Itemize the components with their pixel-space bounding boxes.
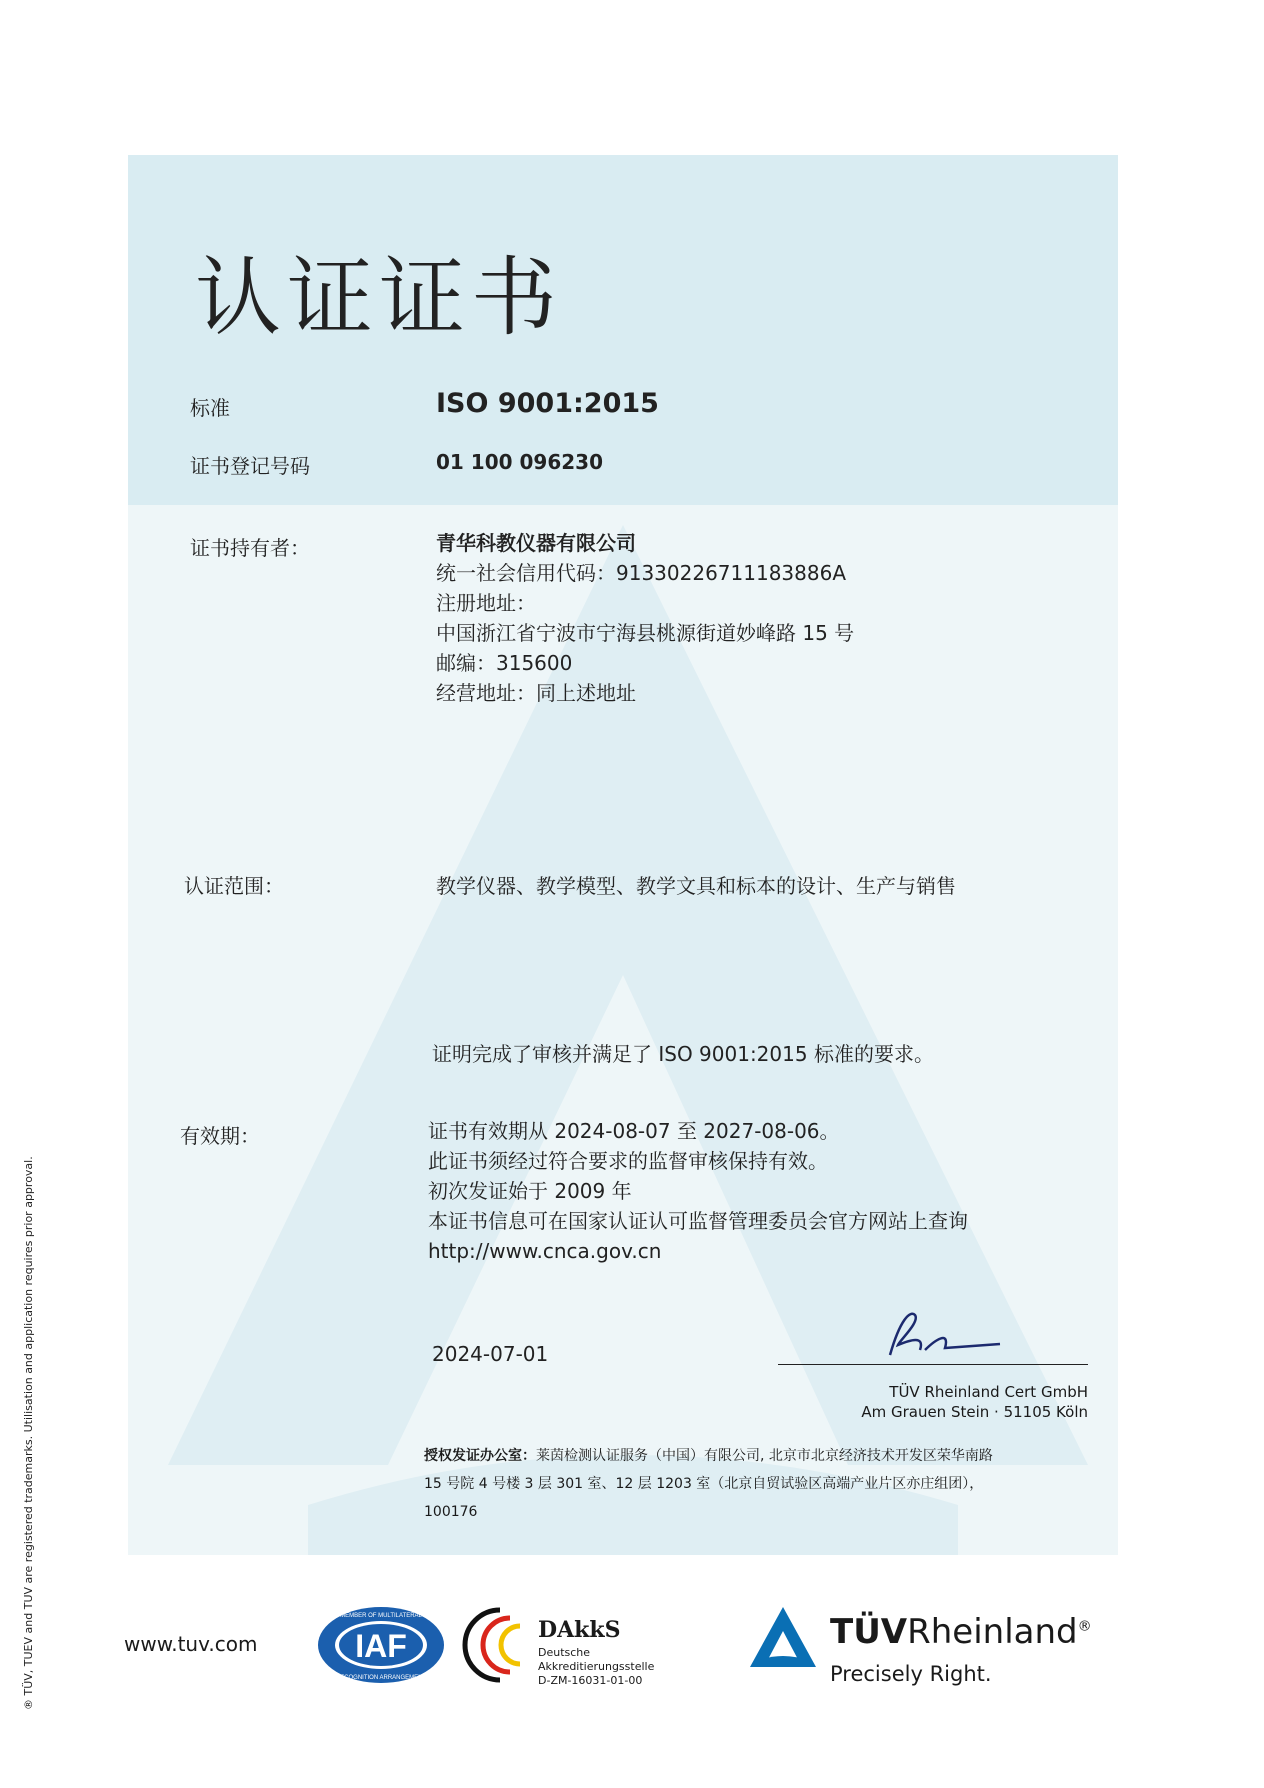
dakks-name: DAkkS <box>538 1617 621 1643</box>
validity-line: 本证书信息可在国家认证认可监督管理委员会官方网站上查询 <box>428 1209 968 1233</box>
dakks-line2: Akkreditierungsstelle <box>538 1660 655 1673</box>
office-line3: 100176 <box>424 1504 478 1520</box>
tuv-slogan: Precisely Right. <box>830 1662 992 1686</box>
iaf-logo <box>316 1605 446 1685</box>
registration-value: 01 100 096230 <box>436 450 604 474</box>
validity-block <box>428 1116 968 1266</box>
scope-value: 教学仪器、教学模型、教学文具和标本的设计、生产与销售 <box>436 874 956 898</box>
registration-label: 证书登记号码 <box>190 454 310 478</box>
iaf-ring-bottom: RECOGNITION ARRANGEMENT <box>335 1675 427 1681</box>
tuv-triangle-icon <box>748 1605 818 1669</box>
holder-business-address: 经营地址：同上述地址 <box>436 681 636 705</box>
tuv-bold: TÜV <box>830 1612 908 1652</box>
iaf-text: IAF <box>355 1628 407 1664</box>
issuer-name: TÜV Rheinland Cert GmbH <box>889 1383 1088 1401</box>
office-line1: 莱茵检测认证服务（中国）有限公司, 北京市北京经济技术开发区荣华南路 <box>536 1448 993 1464</box>
issuer-address: Am Grauen Stein · 51105 Köln <box>861 1403 1088 1421</box>
validity-line: 此证书须经过符合要求的监督审核保持有效。 <box>428 1149 828 1173</box>
footer-url[interactable]: www.tuv.com <box>124 1632 258 1656</box>
audit-statement: 证明完成了审核并满足了 ISO 9001:2015 标准的要求。 <box>432 1042 934 1066</box>
holder-credit-code: 统一社会信用代码：91330226711183886A <box>436 561 846 585</box>
dakks-sub <box>538 1646 654 1688</box>
issue-date: 2024-07-01 <box>432 1342 549 1366</box>
office-line2: 15 号院 4 号楼 3 层 301 室、12 层 1203 室（北京自贸试验区高端产业片区亦庄组团）， <box>424 1476 984 1492</box>
signature-line <box>778 1364 1088 1365</box>
holder-postcode: 邮编：315600 <box>436 651 573 675</box>
tuv-rest: Rheinland <box>907 1612 1078 1652</box>
standard-value: ISO 9001:2015 <box>436 388 659 419</box>
office-block <box>424 1442 1104 1526</box>
office-label: 授权发证办公室： <box>424 1448 536 1464</box>
holder-reg-address-label: 注册地址： <box>436 591 536 615</box>
standard-label: 标准 <box>190 396 230 420</box>
holder-block <box>436 528 854 708</box>
validity-label: 有效期： <box>180 1124 260 1148</box>
dakks-line1: Deutsche <box>538 1646 591 1659</box>
dakks-arc-icon <box>460 1600 540 1690</box>
issuer-block <box>861 1382 1088 1422</box>
tuv-registered: ® <box>1077 1618 1092 1635</box>
holder-label: 证书持有者： <box>190 536 310 560</box>
iaf-ring-top: MEMBER OF MULTILATERAL <box>340 1613 422 1619</box>
certificate-title: 认证证书 <box>195 248 563 348</box>
dakks-id: D-ZM-16031-01-00 <box>538 1674 643 1687</box>
validity-line: 初次发证始于 2009 年 <box>428 1179 632 1203</box>
holder-reg-address: 中国浙江省宁波市宁海县桃源街道妙峰路 15 号 <box>436 621 855 645</box>
validity-line: 证书有效期从 2024-08-07 至 2027-08-06。 <box>428 1119 840 1143</box>
holder-company: 青华科教仪器有限公司 <box>436 531 636 555</box>
validity-url[interactable]: http://www.cnca.gov.cn <box>428 1239 662 1263</box>
signature <box>880 1300 1010 1370</box>
trademark-note: ® TÜV, TUEV and TUV are registered trademarks. Utilisation and application requires prior approval. <box>22 1156 35 1710</box>
tuv-wordmark <box>830 1612 1092 1652</box>
scope-label: 认证范围： <box>184 874 284 898</box>
